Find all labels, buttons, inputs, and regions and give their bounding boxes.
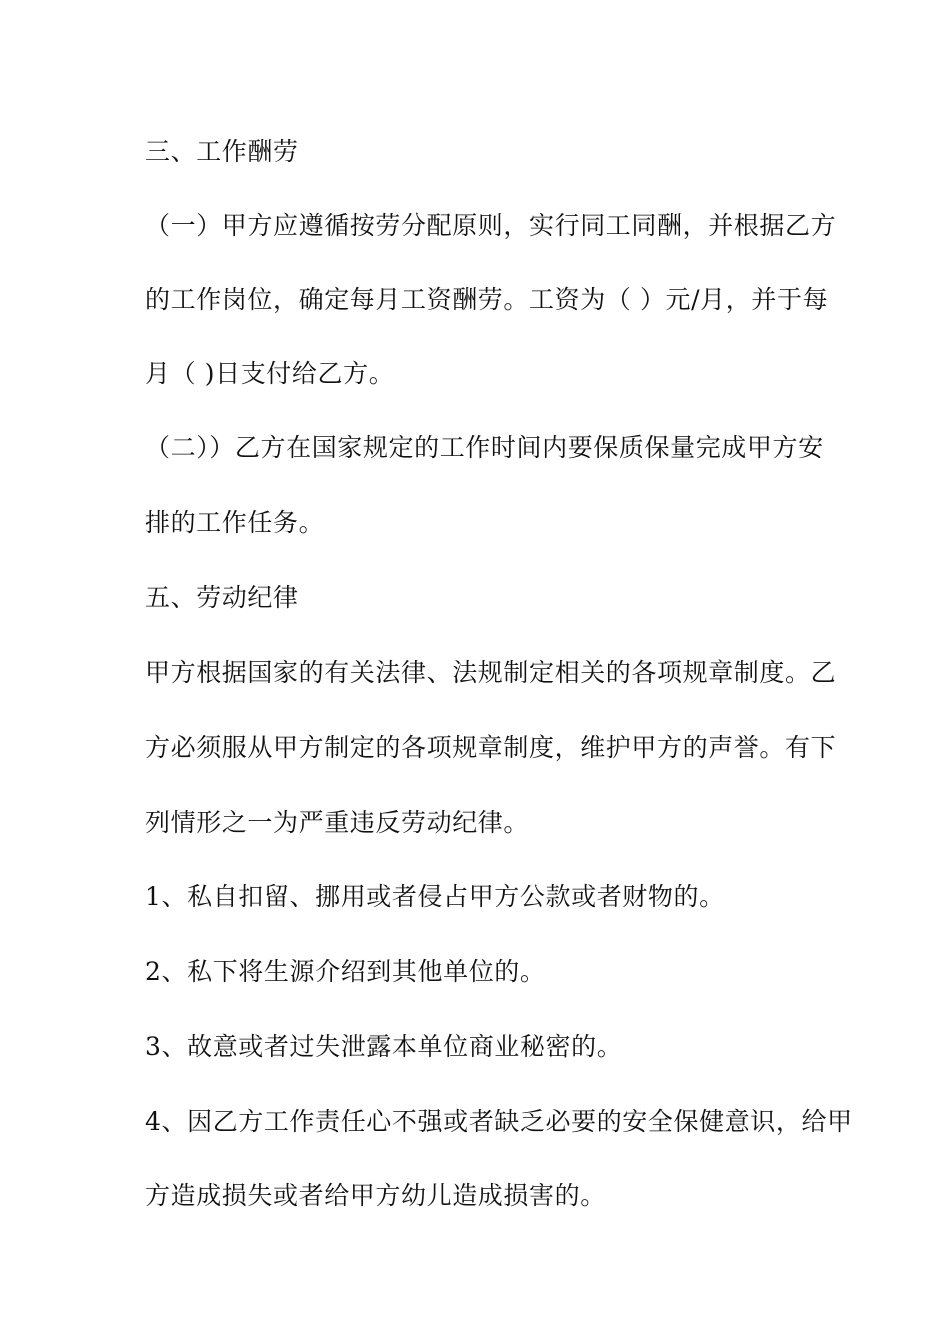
paragraph-line: 列情形之一为严重违反劳动纪律。 — [145, 808, 530, 837]
paragraph-line: 方必须服从甲方制定的各项规章制度，维护甲方的声誉。有下 — [145, 733, 837, 762]
paragraph-line: （一）甲方应遵循按劳分配原则，实行同工同酬，并根据乙方 — [145, 211, 837, 240]
section-heading-compensation: 三、工作酬劳 — [145, 137, 299, 166]
paragraph-line: 排的工作任务。 — [145, 508, 325, 537]
list-item: 1、私自扣留、挪用或者侵占甲方公款或者财物的。 — [145, 882, 725, 911]
list-item: 2、私下将生源介绍到其他单位的。 — [145, 957, 546, 986]
section-heading-labor-discipline: 五、劳动纪律 — [145, 583, 299, 612]
paragraph-line: 方造成损失或者给甲方幼儿造成损害的。 — [145, 1181, 606, 1210]
paragraph-line: （二））乙方在国家规定的工作时间内要保质保量完成甲方安 — [145, 433, 824, 462]
list-item: 3、故意或者过失泄露本单位商业秘密的。 — [145, 1032, 623, 1061]
paragraph-line: 甲方根据国家的有关法律、法规制定相关的各项规章制度。乙 — [145, 658, 837, 687]
paragraph-line: 的工作岗位，确定每月工资酬劳。工资为（ ）元/月，并于每 — [145, 285, 829, 314]
paragraph-line: 月（ )日支付给乙方。 — [145, 359, 395, 388]
list-item: 4、因乙方工作责任心不强或者缺乏必要的安全保健意识，给甲 — [145, 1107, 853, 1136]
